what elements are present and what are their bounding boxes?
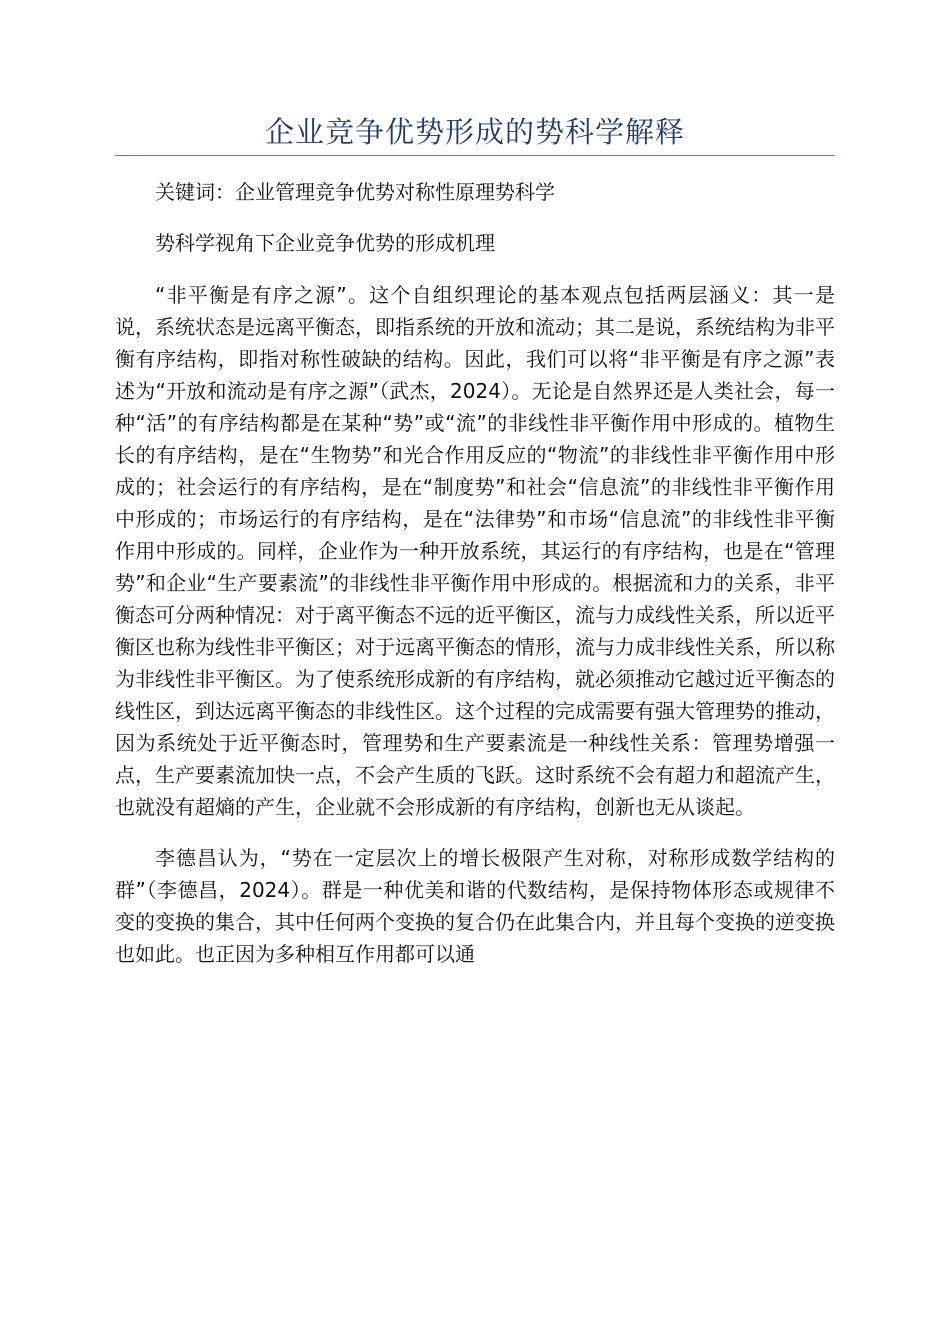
section-subheading: 势科学视角下企业竞争优势的形成机理 [155,231,495,255]
title-underline [115,155,835,156]
document-title: 企业竞争优势形成的势科学解释 [264,115,685,149]
document-body [115,176,835,970]
keywords-line: 关键词：企业管理竞争优势对称性原理势科学 [155,180,555,204]
body-paragraph-2: 李德昌认为，“势在一定层次上的增长极限产生对称，对称形成数学结构的群”（李德昌，2024）。群是一种优美和谐的代数结构，是保持物体形态或规律不变的变换的集合，其中任何两个变换的复合仍在此集合内，并且每个变换的逆变换也如此。也正因为多种相互作用都可以通 [115,846,835,966]
body-paragraph-1: “非平衡是有序之源”。这个自组织理论的基本观点包括两层涵义：其一是说，系统状态是远离平衡态，即指系统的开放和流动；其二是说，系统结构为非平衡有序结构，即指对称性破缺的结构。因此，我们可以将“非平衡是有序之源”表述为“开放和流动是有序之源”（武杰，2024）。无论是自然界还是人类社会，每一种“活”的有序结构都是在某种“势”或“流”的非线性非平衡作用中形成的。植物生长的有序结构，是在“生物势”和光合作用反应的“物流”的非线性非平衡作用中形成的；社会运行的有序结构，是在“制度势”和社会“信息流”的非线性非平衡作用中形成的；市场运行的有序结构，是在“法律势”和市场“信息流”的非线性非平衡作用中形成的。同样，企业作为一种开放系统，其运行的有序结构，也是在“管理势”和企业“生产要素流”的非线性非平衡作用中形成的。根据流和力的关系，非平衡态可分两种情况：对于离平衡态不远的近平衡区，流与力成线性关系，所以近平衡区也称为线性非平衡区；对于远离平衡态的情形，流与力成非线性关系，所以称为非线性非平衡区。为了使系统形成新的有序结构，就必须推动它越过近平衡态的线性区，到达远离平衡态的非线性区。这个过程的完成需要有强大管理势的推动，因为系统处于近平衡态时，管理势和生产要素流是一种线性关系：管理势增强一点，生产要素流加快一点，不会产生质的飞跃。这时系统不会有超力和超流产生，也就没有超熵的产生，企业就不会形成新的有序结构，创新也无从谈起。 [115,283,835,819]
